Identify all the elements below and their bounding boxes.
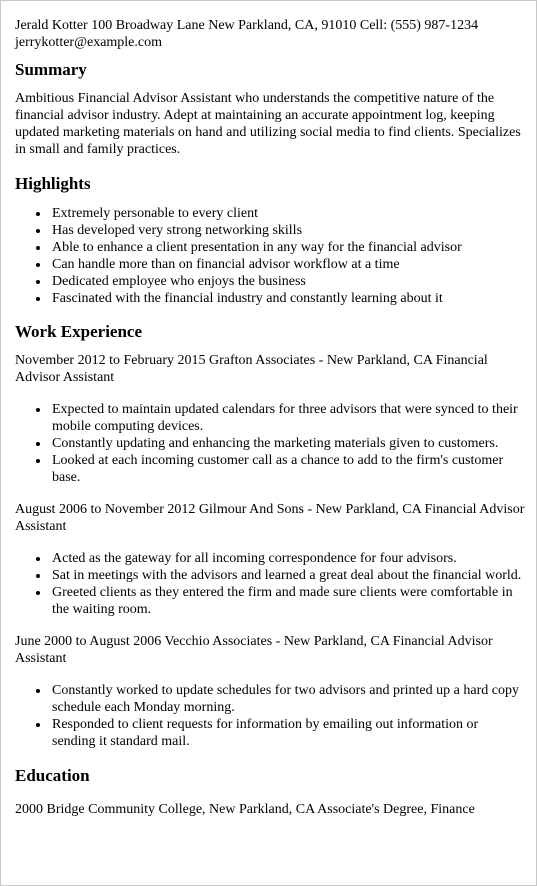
job-entry	[15, 352, 525, 486]
resume-content	[15, 17, 525, 818]
job-header: June 2000 to August 2006 Vecchio Associates - New Parkland, CA Financial Advisor Assistant	[15, 634, 493, 666]
job-header: August 2006 to November 2012 Gilmour And Sons - New Parkland, CA Financial Advisor Assistant	[15, 502, 525, 534]
summary-text: Ambitious Financial Advisor Assistant who understands the competitive nature of the financial advisor industry. Adept at maintaining an accurate appointment log, keeping updated marketing materials on hand and utilizing social media to find clients. Specializes in small and family practices.	[15, 91, 521, 157]
education-entry: 2000 Bridge Community College, New Parkland, CA Associate's Degree, Finance	[15, 802, 475, 817]
job-entry	[15, 501, 525, 618]
job-bullets	[15, 550, 525, 618]
highlight-item: Dedicated employee who enjoys the business	[52, 273, 525, 290]
job-bullets	[15, 401, 525, 486]
highlights-section	[15, 174, 525, 307]
job-bullets	[15, 682, 525, 750]
contact-address-phone: Jerald Kotter 100 Broadway Lane New Parkland, CA, 91010 Cell: (555) 987-1234	[15, 18, 479, 33]
contact-block	[15, 17, 525, 51]
highlight-item: Able to enhance a client presentation in any way for the financial advisor	[52, 239, 525, 256]
highlight-item: Has developed very strong networking skills	[52, 222, 525, 239]
job-entry	[15, 633, 525, 750]
education-section	[15, 766, 525, 818]
job-bullet: Greeted clients as they entered the firm and made sure clients were comfortable in the waiting room.	[52, 584, 525, 618]
highlight-item: Fascinated with the financial industry and constantly learning about it	[52, 290, 525, 307]
job-bullet: Responded to client requests for information by emailing out information or sending it standard mail.	[52, 716, 525, 750]
job-bullet: Sat in meetings with the advisors and learned a great deal about the financial world.	[52, 567, 525, 584]
job-bullet: Constantly updating and enhancing the marketing materials given to customers.	[52, 435, 525, 452]
job-bullet: Constantly worked to update schedules for two advisors and printed up a hard copy schedule each Monday morning.	[52, 682, 525, 716]
education-heading: Education	[15, 766, 90, 785]
experience-heading: Work Experience	[15, 322, 143, 341]
summary-heading: Summary	[15, 60, 87, 79]
highlight-item: Extremely personable to every client	[52, 205, 525, 222]
contact-email: jerrykotter@example.com	[15, 35, 162, 50]
job-bullet: Acted as the gateway for all incoming correspondence for four advisors.	[52, 550, 525, 567]
highlights-list	[15, 205, 525, 307]
job-header: November 2012 to February 2015 Grafton Associates - New Parkland, CA Financial Advisor Assistant	[15, 353, 488, 385]
experience-section	[15, 322, 525, 750]
highlight-item: Can handle more than on financial advisor workflow at a time	[52, 256, 525, 273]
job-bullet: Looked at each incoming customer call as a chance to add to the firm's customer base.	[52, 452, 525, 486]
highlights-heading: Highlights	[15, 174, 91, 193]
summary-section	[15, 60, 525, 158]
job-bullet: Expected to maintain updated calendars for three advisors that were synced to their mobile computing devices.	[52, 401, 525, 435]
